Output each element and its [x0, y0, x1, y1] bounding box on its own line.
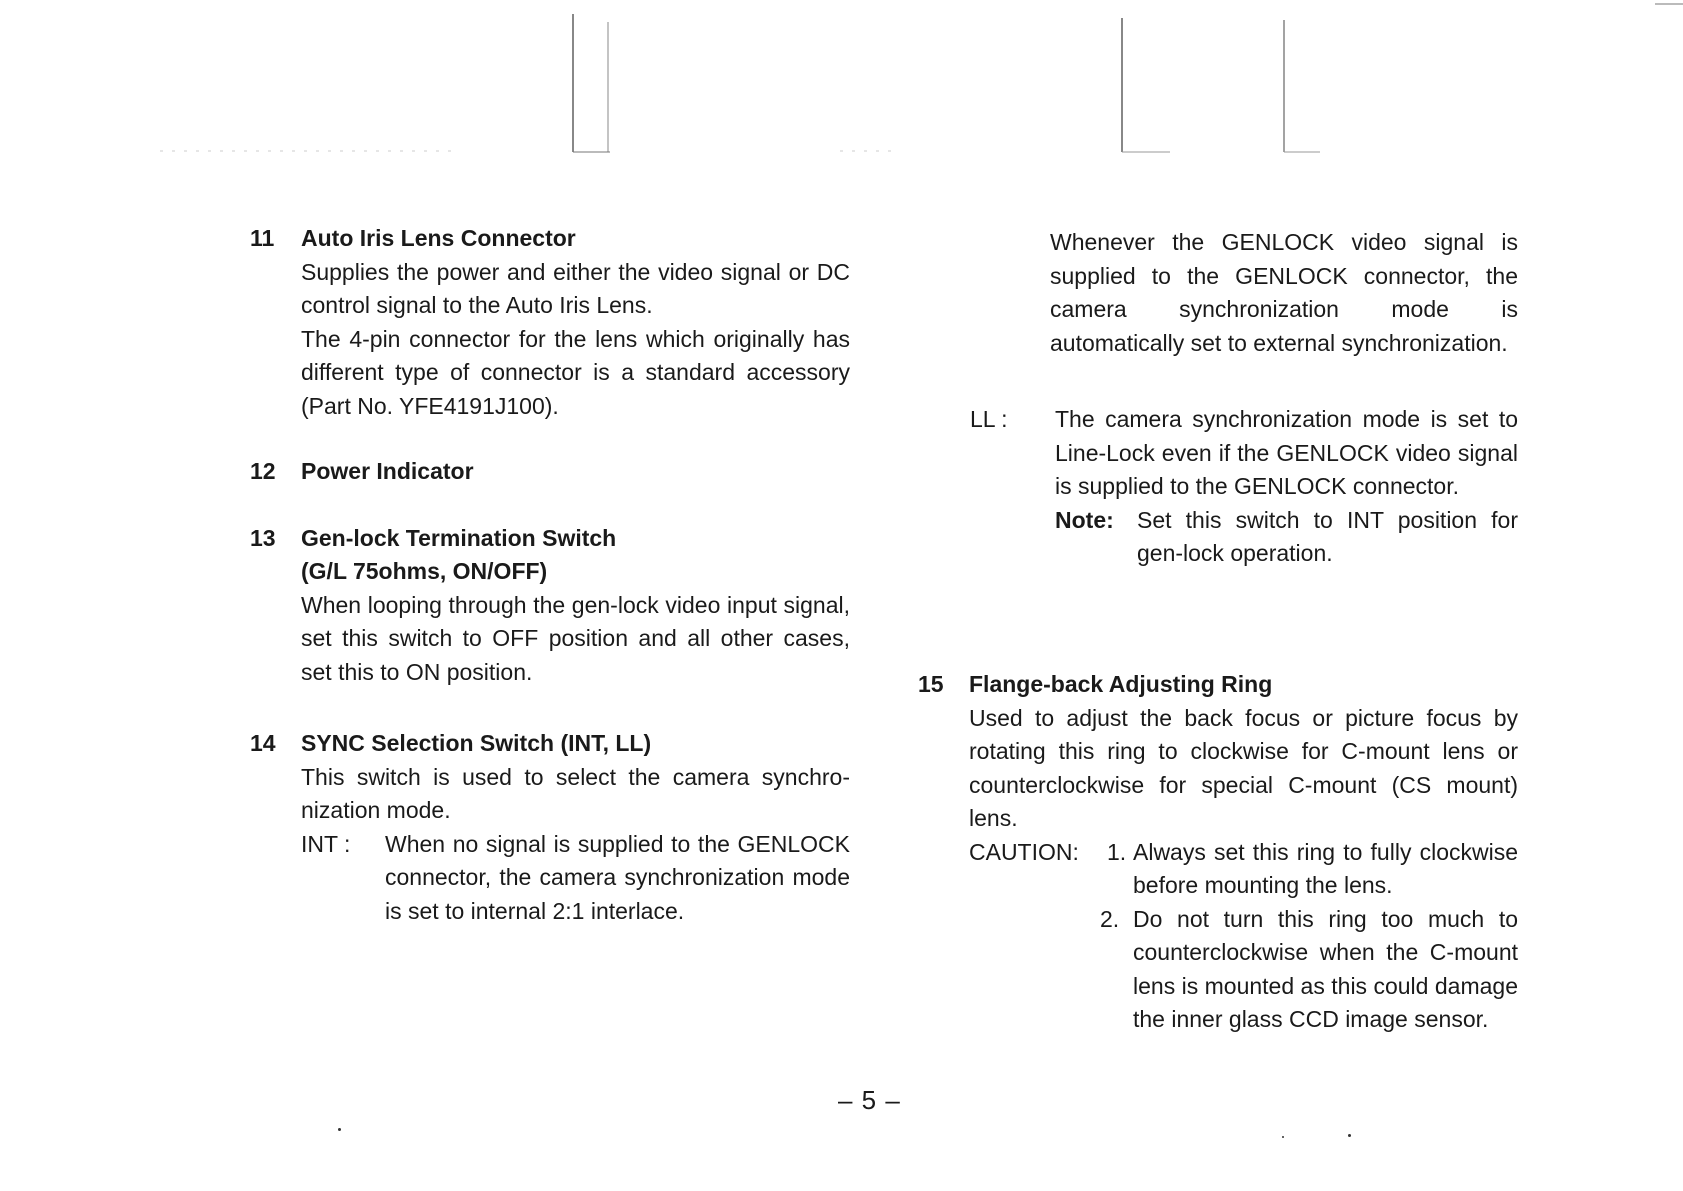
int-mode-label: INT :: [301, 830, 351, 857]
note-text: Set this switch to INT position for gen-lock operation.: [1137, 506, 1518, 566]
ll-mode-label: LL :: [970, 406, 1008, 432]
section-number: 15: [918, 671, 944, 697]
section-number: 11: [250, 225, 275, 251]
section-body: [301, 761, 850, 929]
section-body: [301, 256, 850, 424]
section-heading-sub: (G/L 75ohms, ON/OFF): [301, 558, 548, 584]
paragraph: When looping through the gen-lock video input signal, set this switch to OFF position and all other cases, set this to ON position.: [301, 591, 850, 685]
section-heading: Auto Iris Lens Connector: [301, 225, 576, 251]
section-11: [250, 222, 850, 423]
section-body: [969, 702, 1518, 1037]
ll-mode-entry: [970, 403, 1518, 571]
caution-block: [969, 836, 1518, 1037]
int-mode-entry: [301, 828, 850, 929]
int-mode-continued-text: Whenever the GENLOCK video signal is supplied to the GENLOCK connector, the camera synchronization mode is automatically set to external synchronization.: [1050, 229, 1518, 356]
caution-item: [1100, 903, 1518, 1037]
section-12: [250, 455, 850, 489]
page-number: – 5 –: [838, 1085, 901, 1115]
int-mode-text: When no signal is supplied to the GENLOCK connector, the camera synchronization mode is set to internal 2:1 interlace.: [385, 830, 850, 924]
scan-speck: [1282, 1136, 1284, 1138]
section-15: [918, 668, 1518, 1037]
ll-mode-text: The camera synchronization mode is set to Line-Lock even if the GENLOCK video signal is supplied to the GENLOCK connector.: [1055, 406, 1518, 499]
section-number: 14: [250, 730, 276, 756]
section-heading: SYNC Selection Switch (INT, LL): [301, 730, 652, 756]
caution-number: 1.: [1107, 838, 1127, 865]
scan-speck: [338, 1128, 341, 1131]
right-column-continued: [1050, 226, 1518, 360]
section-14: [250, 727, 850, 928]
ll-mode-body: [1055, 403, 1518, 571]
caution-label: CAUTION:: [969, 838, 1079, 865]
section-body: [301, 589, 850, 690]
left-column: [250, 222, 850, 928]
paragraph: This switch is used to select the camera synchronization mode.: [301, 763, 850, 823]
paragraph: Supplies the power and either the video signal or DC control signal to the Auto Iris Lens.: [301, 258, 850, 318]
scan-speck: [1348, 1134, 1351, 1137]
caution-item: [1107, 836, 1518, 903]
section-15-inner: [918, 668, 1518, 1037]
section-heading: Flange-back Adjusting Ring: [969, 671, 1273, 697]
paragraph: The 4-pin connector for the lens which originally has different type of connector is a standard accessory (Part No. YFE4191J100).: [301, 325, 850, 419]
section-number: 13: [250, 524, 276, 551]
caution-text: Always set this ring to fully clockwise before mounting the lens.: [1133, 838, 1518, 898]
section-13: [250, 522, 850, 690]
note-entry: [1055, 504, 1518, 571]
section-heading: Power Indicator: [301, 458, 474, 484]
section-number: 12: [250, 458, 276, 484]
paragraph: Used to adjust the back focus or picture focus by rotating this ring to clockwise for C-mount lens or counterclockwise for special C-mount (CS mount) lens.: [969, 704, 1518, 831]
section-heading: Gen-lock Termination Switch: [301, 524, 617, 551]
caution-number: 2.: [1100, 905, 1120, 932]
caution-text: Do not turn this ring too much to counterclockwise when the C-mount lens is mounted as this could damage the inner glass CCD image sensor.: [1133, 905, 1518, 1032]
note-label: Note:: [1055, 506, 1114, 533]
